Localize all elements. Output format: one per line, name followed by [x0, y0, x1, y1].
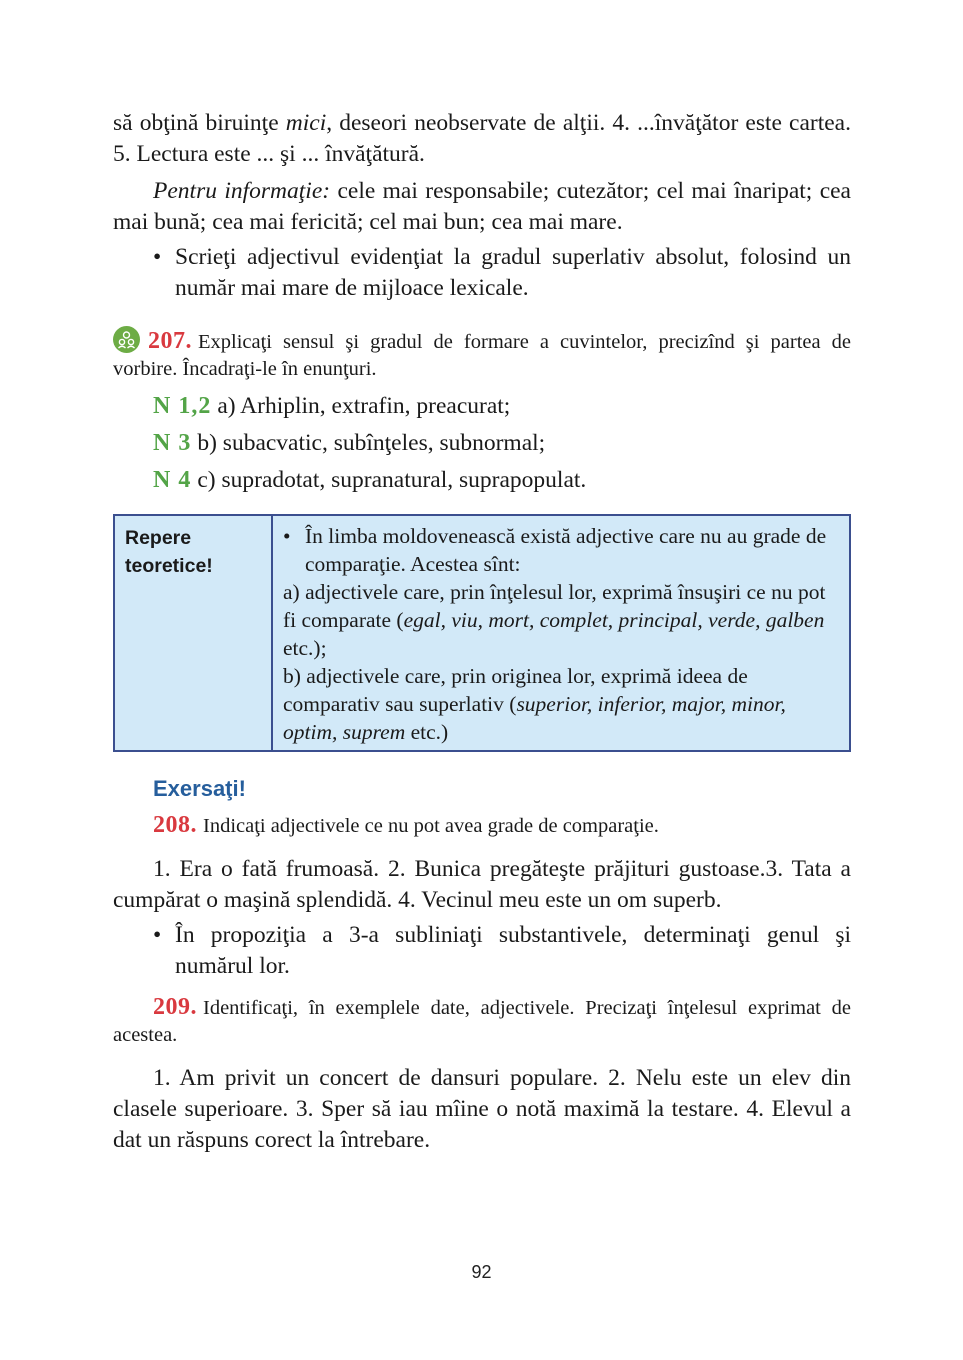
exercise-number: 209. — [153, 994, 197, 1020]
exercise-208 — [113, 812, 851, 840]
level-text: a) Arhiplin, extrafin, preacurat; — [217, 393, 511, 419]
bullet-item-2 — [113, 920, 851, 982]
exercise-209-text: 1. Am privit un concert de dansuri populare. 2. Nelu este un elev din clasele superioare. 3. Sper să iau mîine o notă maximă la testare. 4. Elevul a dat un răspuns corect la întrebare. — [113, 1065, 851, 1153]
section-title: Exersaţi! — [153, 776, 246, 801]
bullet-dot: • — [153, 244, 162, 270]
bullet-item-1 — [113, 242, 851, 304]
info-text: cele mai responsabile; cutezător; cel mai înaripat; cea mai bună; cea mai fericită; cel mai bun; cea mai mare. — [113, 178, 851, 235]
level-text: c) supradotat, supranatural, suprapopulat. — [197, 467, 587, 493]
exercise-208-text: 1. Era o fată frumoasă. 2. Bunica pregăteşte prăjituri gustoase.3. Tata a cumpărat o maşină splendidă. 4. Vecinul meu este un om superb. — [113, 856, 851, 913]
exercise-number: 208. — [153, 812, 197, 838]
theory-b-examples: superior, inferior, major, minor, optim, suprem — [283, 692, 786, 744]
theory-intro — [283, 522, 837, 578]
theory-b-text: b) adjectivele care, prin originea lor, exprimă ideea de comparativ sau superlativ ( — [283, 664, 748, 716]
level-item-1 — [113, 391, 851, 422]
level-item-3 — [113, 465, 851, 496]
exercise-instruction: Indicaţi adjectivele ce nu pot avea grade de comparaţie. — [203, 815, 659, 837]
theory-intro-text: În limba moldovenească există adjective care nu au grade de comparaţie. Acestea sînt: — [305, 524, 827, 576]
paragraph-continuation — [113, 108, 851, 170]
theory-a-examples: egal, viu, mort, complet, principal, verde, galben — [403, 608, 825, 632]
level-text: b) subacvatic, subînţeles, subnormal; — [197, 430, 546, 456]
bullet-text: Scrieţi adjectivul evidenţiat la gradul superlativ absolut, folosind un număr mai mare de mijloace lexicale. — [175, 244, 851, 301]
para1-text-a: să obţină biruinţe — [113, 110, 286, 136]
level-tag: N 3 — [153, 430, 192, 456]
exercise-207 — [113, 326, 851, 383]
theory-b-end: etc.) — [405, 720, 449, 744]
bullet-text: În propoziţia a 3-a subliniaţi substantivele, determinaţi genul şi numărul lor. — [175, 922, 851, 979]
theory-box — [113, 514, 851, 752]
para1-text-b: , deseori neobservate de alţii. 4. ...învăţător este cartea. 5. Lectura este ... şi ... învăţătură. — [113, 110, 851, 167]
theory-content — [273, 516, 849, 750]
level-tag: N 4 — [153, 467, 192, 493]
level-item-2 — [113, 428, 851, 459]
exercise-instruction: Explicaţi sensul şi gradul de formare a cuvintelor, precizînd şi partea de vorbire. Încadraţi-le în enunţuri. — [113, 331, 851, 380]
theory-point-a — [283, 578, 837, 662]
info-paragraph — [113, 176, 851, 238]
bullet-dot: • — [153, 922, 162, 948]
exercise-209 — [113, 994, 851, 1049]
info-label: Pentru informaţie: — [153, 178, 331, 204]
exercise-instruction: Identificaţi, în exemplele date, adjectivele. Precizaţi înţelesul exprimat de acestea. — [113, 997, 851, 1046]
theory-a-end: etc.); — [283, 636, 327, 660]
theory-point-b — [283, 662, 837, 746]
exercise-number: 207. — [148, 328, 192, 354]
page-content — [113, 108, 851, 1156]
group-work-icon — [113, 326, 140, 353]
theory-a-text: a) adjectivele care, prin înţelesul lor, exprimă însuşiri ce nu pot fi comparate ( — [283, 580, 826, 632]
para1-italic: mici — [285, 110, 327, 136]
bullet-dot: • — [283, 524, 291, 548]
level-tag: N 1,2 — [153, 393, 212, 419]
theory-label: Repere teoretice! — [115, 516, 273, 750]
page-number: 92 — [471, 1262, 492, 1282]
